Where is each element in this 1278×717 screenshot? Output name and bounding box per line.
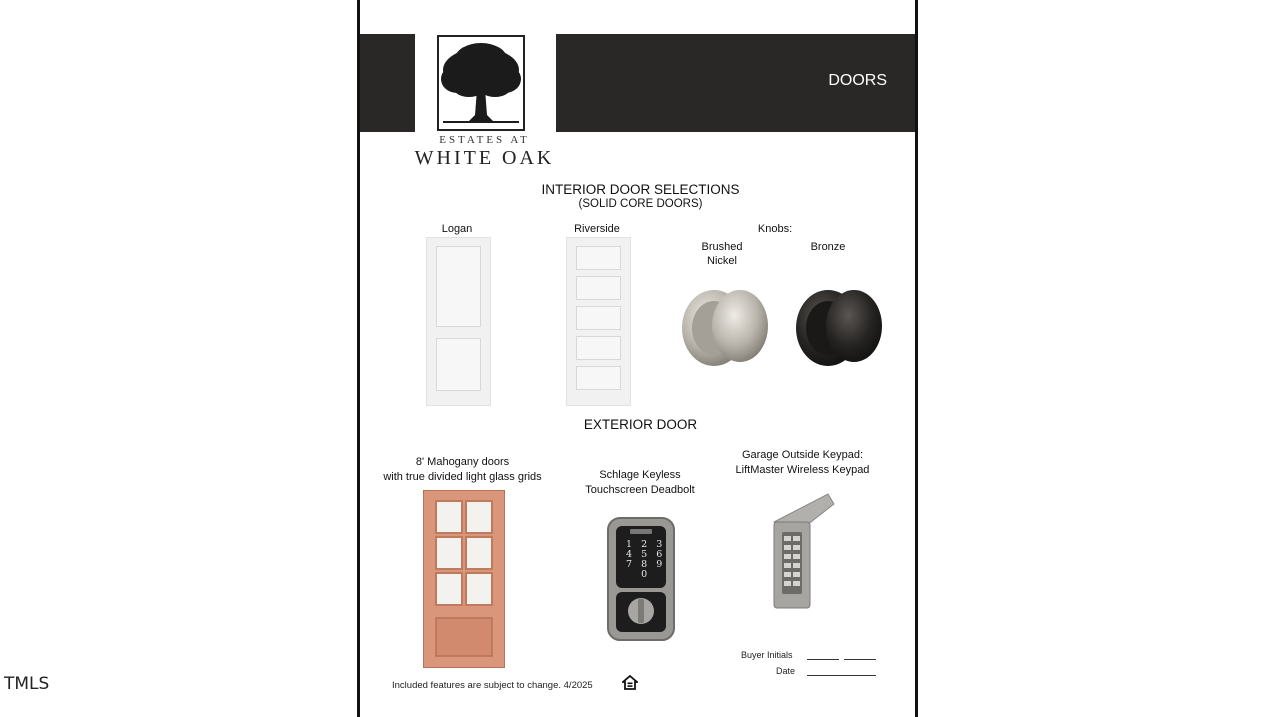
knob-label-bronze: Bronze xyxy=(810,241,846,253)
deadbolt-key: 0 xyxy=(641,569,648,580)
equal-housing-icon xyxy=(622,675,638,691)
bronze-knob-image xyxy=(792,276,890,378)
deadbolt-key: 8 xyxy=(641,559,648,570)
disclaimer-text: Included features are subject to change. 4/2025 xyxy=(392,680,593,691)
interior-heading: INTERIOR DOOR SELECTIONS xyxy=(541,182,740,197)
door-label-riverside: Riverside xyxy=(574,223,620,235)
door-panel xyxy=(576,306,621,330)
logo-text xyxy=(412,0,557,180)
mahogany-label-2: with true divided light glass grids xyxy=(383,471,542,483)
logo-line-2: WHITE OAK xyxy=(414,147,555,169)
door-panel xyxy=(576,246,621,270)
logan-door-image xyxy=(426,237,491,406)
deadbolt-label-1: Schlage Keyless xyxy=(599,469,681,481)
date-line[interactable] xyxy=(807,675,876,676)
deadbolt-key: 6 xyxy=(656,549,663,560)
door-panel xyxy=(436,246,481,327)
liftmaster-keypad-image xyxy=(768,492,838,612)
brushed-nickel-knob-image xyxy=(678,276,776,378)
riverside-door-image xyxy=(566,237,631,406)
deadbolt-key: 1 xyxy=(626,539,633,550)
door-label-logan: Logan xyxy=(441,223,473,235)
deadbolt-key: 9 xyxy=(656,559,663,570)
keypad-label-2: LiftMaster Wireless Keypad xyxy=(735,464,870,476)
deadbolt-key: 3 xyxy=(656,539,663,550)
deadbolt-key: 4 xyxy=(626,549,633,560)
deadbolt-key: 2 xyxy=(641,539,648,550)
buyer-initials-label: Buyer Initials xyxy=(741,650,793,660)
deadbolt-label-2: Touchscreen Deadbolt xyxy=(585,484,695,496)
knob-label-nickel-1: Brushed xyxy=(701,241,743,253)
knob-label-nickel-2: Nickel xyxy=(707,255,737,267)
mahogany-door-image xyxy=(423,490,505,668)
door-panel xyxy=(576,336,621,360)
buyer-initials-line-1[interactable] xyxy=(807,659,839,660)
door-panel xyxy=(576,366,621,390)
deadbolt-key: 7 xyxy=(626,559,633,570)
exterior-heading: EXTERIOR DOOR xyxy=(583,417,698,432)
knobs-label: Knobs: xyxy=(757,223,793,235)
deadbolt-keypad xyxy=(626,540,670,580)
section-title: DOORS xyxy=(828,72,887,89)
interior-subheading: (SOLID CORE DOORS) xyxy=(578,198,703,210)
keypad-label-1: Garage Outside Keypad: xyxy=(741,449,864,461)
document-page xyxy=(357,0,918,717)
buyer-initials-line-2[interactable] xyxy=(844,659,876,660)
door-panel xyxy=(576,276,621,300)
date-label: Date xyxy=(776,666,796,676)
door-panel xyxy=(436,338,481,391)
deadbolt-key: 5 xyxy=(641,549,648,560)
logo-line-1: ESTATES AT xyxy=(439,134,530,146)
mahogany-label-1: 8' Mahogany doors xyxy=(415,456,510,468)
watermark-text: TMLS xyxy=(4,674,50,694)
